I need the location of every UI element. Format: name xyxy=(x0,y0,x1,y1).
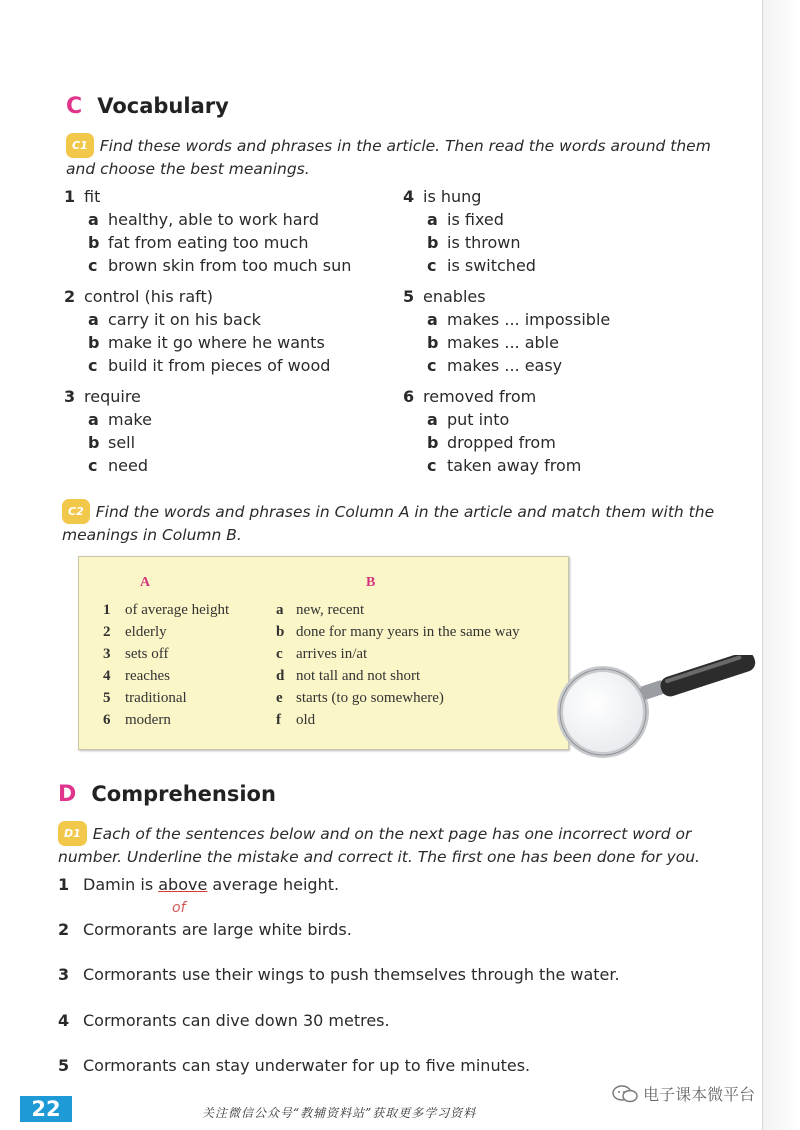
item-number: 2 xyxy=(103,624,111,640)
d1-instruction-line2: number. Underline the mistake and correct it. The first one has been done for you. xyxy=(58,848,700,866)
option-text: fat from eating too much xyxy=(108,233,309,252)
item-letter: c xyxy=(276,646,283,662)
item-letter: d xyxy=(276,668,285,684)
c1-question-4 xyxy=(403,185,536,277)
item-number: 1 xyxy=(103,602,111,618)
option-text: carry it on his back xyxy=(108,310,261,329)
c2-instruction-line1: Find the words and phrases in Column A in the article and match them with the xyxy=(95,503,715,521)
question-word: require xyxy=(84,387,141,406)
c1-question-5 xyxy=(403,285,610,377)
section-c-letter: C xyxy=(66,94,83,119)
option-letter: c xyxy=(427,256,437,275)
question-number: 6 xyxy=(403,387,415,406)
question-number: 3 xyxy=(64,387,76,406)
comprehension-item-4 xyxy=(58,1011,390,1030)
column-a-item xyxy=(103,624,167,641)
column-b-header: B xyxy=(366,575,376,590)
question-number: 2 xyxy=(64,287,76,306)
option-text: is thrown xyxy=(447,233,521,252)
c1-instruction xyxy=(66,133,746,181)
item-text: new, recent xyxy=(296,602,365,618)
item-number: 3 xyxy=(58,965,70,984)
c2-badge: C2 xyxy=(62,499,90,524)
c1-instruction-line2: and choose the best meanings. xyxy=(66,160,310,178)
option-text: makes ... impossible xyxy=(447,310,611,329)
section-d-letter: D xyxy=(58,782,77,807)
sentence-text: Cormorants use their wings to push themselves through the water. xyxy=(83,965,620,984)
column-b-item xyxy=(276,624,520,641)
column-b-item xyxy=(276,712,315,729)
d1-instruction xyxy=(58,821,748,869)
question-word: control (his raft) xyxy=(84,287,214,306)
item-letter: a xyxy=(276,602,284,618)
item-letter: f xyxy=(276,712,281,728)
item-number: 2 xyxy=(58,920,70,939)
option-text: is fixed xyxy=(447,210,504,229)
question-number: 1 xyxy=(64,187,76,206)
sentence-after: average height. xyxy=(207,875,340,894)
column-a-item xyxy=(103,668,170,685)
option-text: taken away from xyxy=(447,456,582,475)
item-text: old xyxy=(296,712,316,728)
comprehension-item-1 xyxy=(58,875,339,894)
option-letter: a xyxy=(88,310,99,329)
comprehension-item-2 xyxy=(58,920,352,939)
item-number: 5 xyxy=(103,690,111,706)
option-letter: a xyxy=(88,410,99,429)
option-text: build it from pieces of wood xyxy=(108,356,331,375)
option-letter: b xyxy=(88,433,100,452)
option-text: make xyxy=(108,410,152,429)
option-text: sell xyxy=(108,433,136,452)
question-number: 5 xyxy=(403,287,415,306)
column-a-item xyxy=(103,690,187,707)
option-letter: b xyxy=(427,233,439,252)
section-d-title: Comprehension xyxy=(91,782,276,806)
option-letter: b xyxy=(88,233,100,252)
item-text: traditional xyxy=(125,690,187,706)
item-letter: b xyxy=(276,624,285,640)
option-text: make it go where he wants xyxy=(108,333,325,352)
item-number: 6 xyxy=(103,712,111,728)
footer-note: 关注微信公众号“教辅资料站”获取更多学习资料 xyxy=(202,1106,477,1120)
magnifying-glass-icon xyxy=(555,655,765,765)
option-letter: b xyxy=(427,333,439,352)
option-letter: a xyxy=(427,410,438,429)
question-word: removed from xyxy=(423,387,537,406)
option-text: makes ... able xyxy=(447,333,559,352)
c1-question-2 xyxy=(64,285,330,377)
column-b-item xyxy=(276,668,420,685)
section-d-heading xyxy=(58,782,276,807)
option-letter: a xyxy=(88,210,99,229)
question-word: is hung xyxy=(423,187,482,206)
option-text: put into xyxy=(447,410,510,429)
option-letter: a xyxy=(427,310,438,329)
item-number: 4 xyxy=(103,668,111,684)
watermark xyxy=(612,1082,755,1105)
d1-instruction-line1: Each of the sentences below and on the next page has one incorrect word or xyxy=(92,825,692,843)
item-number: 3 xyxy=(103,646,111,662)
c2-instruction xyxy=(62,499,742,547)
option-text: brown skin from too much sun xyxy=(108,256,352,275)
item-text: reaches xyxy=(125,668,170,684)
sentence-text: Cormorants can dive down 30 metres. xyxy=(83,1011,390,1030)
option-text: dropped from xyxy=(447,433,556,452)
column-a-item xyxy=(103,602,229,619)
item-text: arrives in/at xyxy=(296,646,368,662)
option-letter: c xyxy=(88,356,98,375)
item-text: done for many years in the same way xyxy=(296,624,520,640)
column-b-item xyxy=(276,690,444,707)
item-number: 1 xyxy=(58,875,70,894)
comprehension-item-5 xyxy=(58,1056,530,1075)
option-letter: b xyxy=(427,433,439,452)
comprehension-item-3 xyxy=(58,965,620,984)
option-letter: b xyxy=(88,333,100,352)
option-text: makes ... easy xyxy=(447,356,563,375)
item-text: starts (to go somewhere) xyxy=(296,690,444,706)
sentence-before: Damin is xyxy=(83,875,159,894)
item-text: of average height xyxy=(125,602,230,618)
column-a-header: A xyxy=(140,575,151,590)
option-letter: a xyxy=(427,210,438,229)
page-shade xyxy=(763,0,800,1130)
option-letter: c xyxy=(427,456,437,475)
watermark-text: 电子课本微平台 xyxy=(643,1085,756,1104)
column-a-item xyxy=(103,712,171,729)
column-b-item xyxy=(276,646,367,663)
c1-question-1 xyxy=(64,185,351,277)
page-number: 22 xyxy=(20,1096,72,1122)
item-text: elderly xyxy=(125,624,167,640)
option-letter: c xyxy=(427,356,437,375)
item-number: 4 xyxy=(58,1011,70,1030)
question-word: fit xyxy=(84,187,101,206)
item-letter: e xyxy=(276,690,283,706)
column-a-item xyxy=(103,646,168,663)
item-number: 5 xyxy=(58,1056,70,1075)
c1-question-6 xyxy=(403,385,581,477)
correction-text: of xyxy=(172,900,186,916)
c1-question-3 xyxy=(64,385,152,477)
matching-box xyxy=(78,556,569,750)
question-word: enables xyxy=(423,287,486,306)
section-c-heading xyxy=(66,94,229,119)
c1-badge: C1 xyxy=(66,133,94,158)
section-c-title: Vocabulary xyxy=(97,94,229,118)
underlined-mistake: above xyxy=(158,875,208,894)
sentence-text: Cormorants are large white birds. xyxy=(83,920,352,939)
c2-instruction-line2: meanings in Column B. xyxy=(62,526,242,544)
option-letter: c xyxy=(88,256,98,275)
sentence-text: Cormorants can stay underwater for up to five minutes. xyxy=(83,1056,531,1075)
column-b-item xyxy=(276,602,364,619)
d1-badge: D1 xyxy=(58,821,87,846)
c1-instruction-line1: Find these words and phrases in the article. Then read the words around them xyxy=(99,137,711,155)
wechat-icon xyxy=(612,1085,638,1103)
option-text: healthy, able to work hard xyxy=(108,210,319,229)
item-text: not tall and not short xyxy=(296,668,421,684)
question-number: 4 xyxy=(403,187,415,206)
option-text: is switched xyxy=(447,256,536,275)
item-text: sets off xyxy=(125,646,169,662)
option-letter: c xyxy=(88,456,98,475)
item-text: modern xyxy=(125,712,171,728)
option-text: need xyxy=(108,456,148,475)
